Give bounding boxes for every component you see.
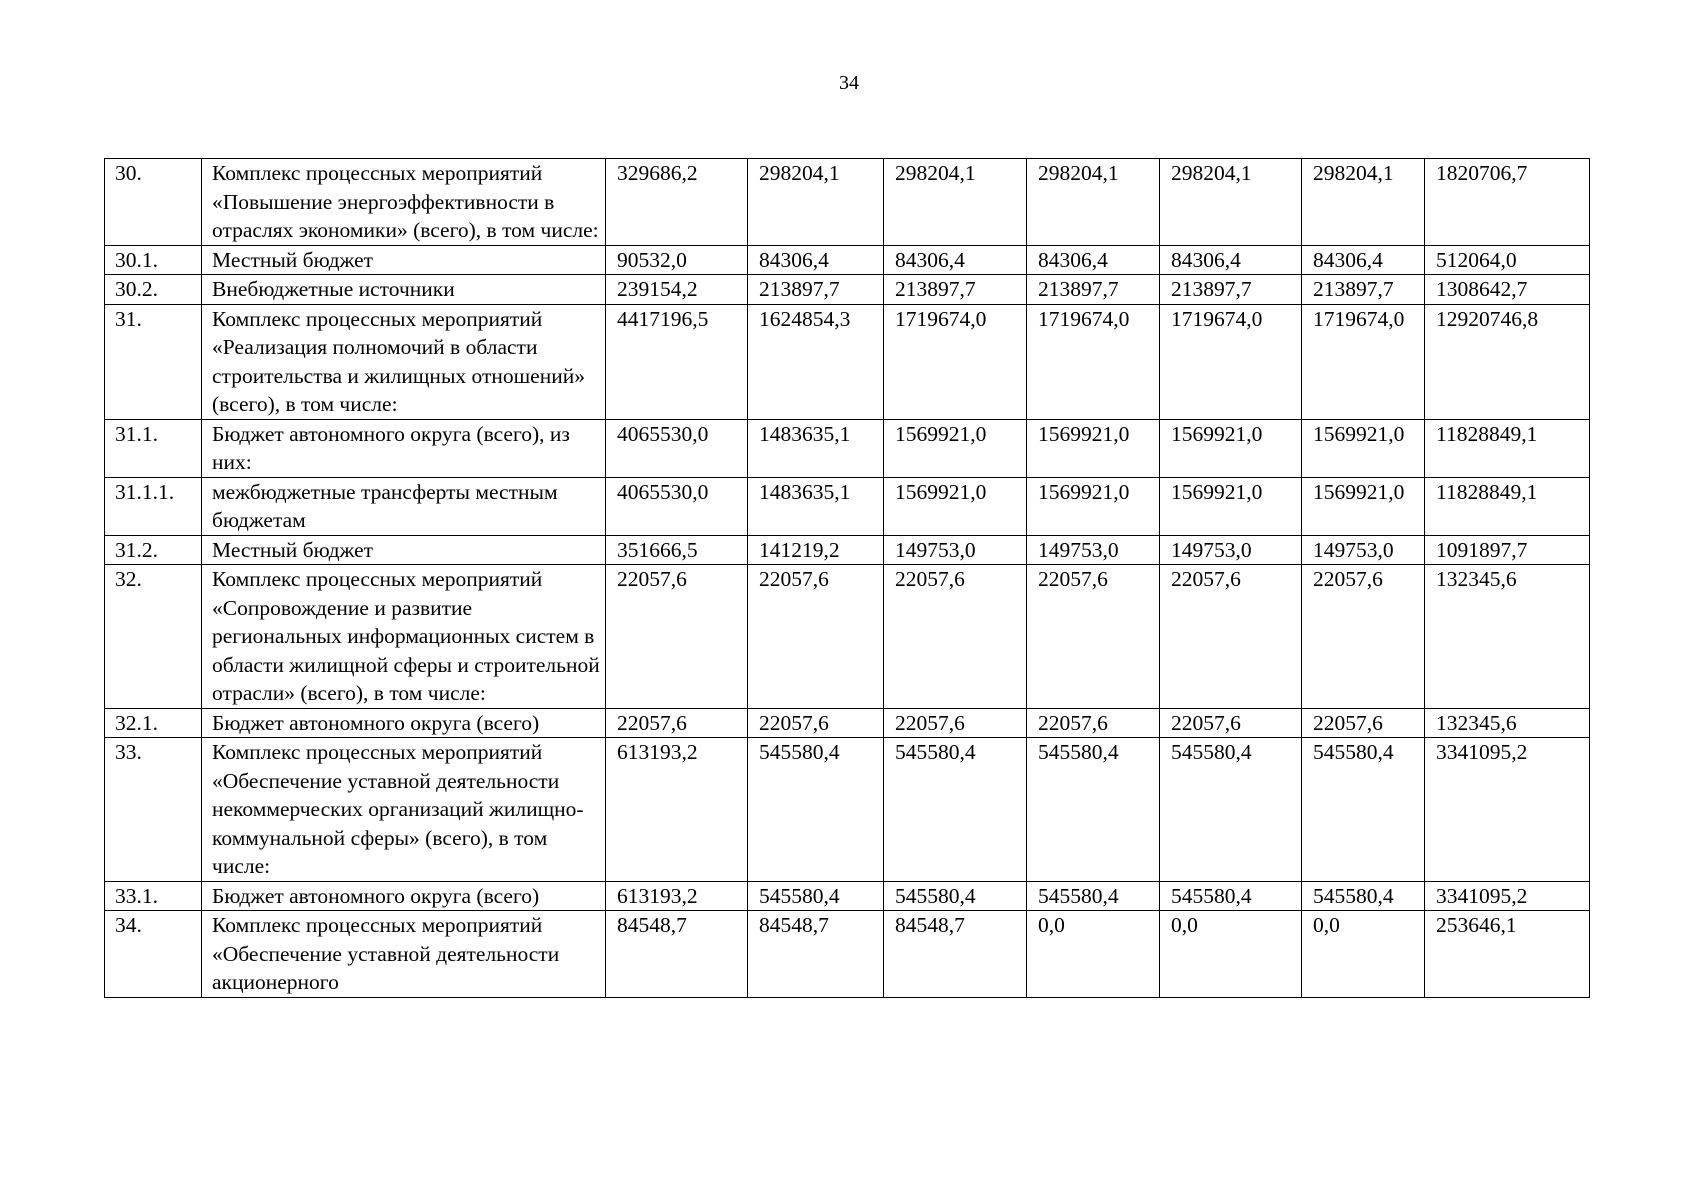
year-value-cell: 213897,7 <box>884 275 1027 305</box>
year-value-cell: 84306,4 <box>1302 245 1425 275</box>
year-value-cell: 22057,6 <box>1160 565 1302 709</box>
year-value-cell: 1569921,0 <box>1302 477 1425 535</box>
row-name-cell: Бюджет автономного округа (всего) <box>202 881 606 911</box>
total-value-cell: 3341095,2 <box>1425 738 1590 882</box>
total-value-cell: 1091897,7 <box>1425 535 1590 565</box>
year-value-cell: 298204,1 <box>748 159 884 246</box>
year-value-cell: 1719674,0 <box>1160 304 1302 419</box>
row-name-cell: межбюджетные трансферты местным бюджетам <box>202 477 606 535</box>
row-number-cell: 34. <box>105 911 202 998</box>
year-value-cell: 0,0 <box>1027 911 1160 998</box>
year-value-cell: 22057,6 <box>884 565 1027 709</box>
year-value-cell: 1624854,3 <box>748 304 884 419</box>
year-value-cell: 22057,6 <box>606 565 748 709</box>
row-number-cell: 33.1. <box>105 881 202 911</box>
table-row <box>105 304 1590 419</box>
year-value-cell: 1483635,1 <box>748 419 884 477</box>
table-row <box>105 881 1590 911</box>
year-value-cell: 1719674,0 <box>1302 304 1425 419</box>
year-value-cell: 1569921,0 <box>884 419 1027 477</box>
row-name-cell: Комплекс процессных мероприятий «Реализация полномочий в области строительства и жилищных отношений» (всего), в том числе: <box>202 304 606 419</box>
year-value-cell: 1569921,0 <box>884 477 1027 535</box>
year-value-cell: 22057,6 <box>748 565 884 709</box>
year-value-cell: 298204,1 <box>1302 159 1425 246</box>
year-value-cell: 1569921,0 <box>1027 477 1160 535</box>
year-value-cell: 84306,4 <box>1160 245 1302 275</box>
year-value-cell: 22057,6 <box>1027 565 1160 709</box>
row-number-cell: 30.1. <box>105 245 202 275</box>
year-value-cell: 329686,2 <box>606 159 748 246</box>
year-value-cell: 22057,6 <box>1027 708 1160 738</box>
year-value-cell: 545580,4 <box>748 881 884 911</box>
total-value-cell: 512064,0 <box>1425 245 1590 275</box>
year-value-cell: 149753,0 <box>1160 535 1302 565</box>
year-value-cell: 84306,4 <box>748 245 884 275</box>
table-row <box>105 159 1590 246</box>
row-name-cell: Местный бюджет <box>202 245 606 275</box>
year-value-cell: 149753,0 <box>884 535 1027 565</box>
year-value-cell: 213897,7 <box>1160 275 1302 305</box>
year-value-cell: 1483635,1 <box>748 477 884 535</box>
year-value-cell: 239154,2 <box>606 275 748 305</box>
year-value-cell: 545580,4 <box>748 738 884 882</box>
row-name-cell: Комплекс процессных мероприятий «Обеспечение уставной деятельности акционерного <box>202 911 606 998</box>
table-body <box>105 159 1590 998</box>
row-number-cell: 33. <box>105 738 202 882</box>
year-value-cell: 0,0 <box>1160 911 1302 998</box>
year-value-cell: 298204,1 <box>884 159 1027 246</box>
year-value-cell: 1569921,0 <box>1302 419 1425 477</box>
total-value-cell: 253646,1 <box>1425 911 1590 998</box>
year-value-cell: 1719674,0 <box>884 304 1027 419</box>
year-value-cell: 545580,4 <box>1302 738 1425 882</box>
year-value-cell: 545580,4 <box>884 881 1027 911</box>
table-row <box>105 245 1590 275</box>
year-value-cell: 1569921,0 <box>1160 477 1302 535</box>
total-value-cell: 3341095,2 <box>1425 881 1590 911</box>
budget-table <box>104 158 1590 998</box>
row-number-cell: 31.1. <box>105 419 202 477</box>
row-name-cell: Местный бюджет <box>202 535 606 565</box>
year-value-cell: 141219,2 <box>748 535 884 565</box>
year-value-cell: 545580,4 <box>1027 738 1160 882</box>
table-row <box>105 911 1590 998</box>
year-value-cell: 149753,0 <box>1302 535 1425 565</box>
row-number-cell: 30. <box>105 159 202 246</box>
year-value-cell: 298204,1 <box>1160 159 1302 246</box>
year-value-cell: 0,0 <box>1302 911 1425 998</box>
year-value-cell: 4065530,0 <box>606 477 748 535</box>
year-value-cell: 213897,7 <box>748 275 884 305</box>
row-name-cell: Комплекс процессных мероприятий «Повышение энергоэффективности в отраслях экономики» (всего), в том числе: <box>202 159 606 246</box>
year-value-cell: 84548,7 <box>748 911 884 998</box>
year-value-cell: 149753,0 <box>1027 535 1160 565</box>
page-number: 34 <box>839 72 859 94</box>
total-value-cell: 132345,6 <box>1425 708 1590 738</box>
row-name-cell: Бюджет автономного округа (всего), из них: <box>202 419 606 477</box>
row-name-cell: Комплекс процессных мероприятий «Сопровождение и развитие региональных информационных систем в области жилищной сферы и строительной отрасли» (всего), в том числе: <box>202 565 606 709</box>
year-value-cell: 84306,4 <box>884 245 1027 275</box>
year-value-cell: 84306,4 <box>1027 245 1160 275</box>
year-value-cell: 213897,7 <box>1302 275 1425 305</box>
row-number-cell: 31.1.1. <box>105 477 202 535</box>
year-value-cell: 4065530,0 <box>606 419 748 477</box>
table-row <box>105 565 1590 709</box>
table-row <box>105 477 1590 535</box>
table-row <box>105 535 1590 565</box>
year-value-cell: 22057,6 <box>606 708 748 738</box>
row-number-cell: 31. <box>105 304 202 419</box>
year-value-cell: 545580,4 <box>1302 881 1425 911</box>
table-row <box>105 708 1590 738</box>
total-value-cell: 11828849,1 <box>1425 477 1590 535</box>
total-value-cell: 11828849,1 <box>1425 419 1590 477</box>
year-value-cell: 545580,4 <box>1027 881 1160 911</box>
year-value-cell: 84548,7 <box>884 911 1027 998</box>
year-value-cell: 90532,0 <box>606 245 748 275</box>
year-value-cell: 84548,7 <box>606 911 748 998</box>
row-name-cell: Комплекс процессных мероприятий «Обеспечение уставной деятельности некоммерческих организаций жилищно-коммунальной сферы» (всего), в том числе: <box>202 738 606 882</box>
year-value-cell: 613193,2 <box>606 881 748 911</box>
year-value-cell: 613193,2 <box>606 738 748 882</box>
row-number-cell: 32. <box>105 565 202 709</box>
table-row <box>105 419 1590 477</box>
year-value-cell: 22057,6 <box>884 708 1027 738</box>
year-value-cell: 545580,4 <box>884 738 1027 882</box>
year-value-cell: 545580,4 <box>1160 738 1302 882</box>
year-value-cell: 22057,6 <box>1302 708 1425 738</box>
year-value-cell: 545580,4 <box>1160 881 1302 911</box>
total-value-cell: 1820706,7 <box>1425 159 1590 246</box>
year-value-cell: 1719674,0 <box>1027 304 1160 419</box>
total-value-cell: 12920746,8 <box>1425 304 1590 419</box>
year-value-cell: 22057,6 <box>748 708 884 738</box>
row-number-cell: 31.2. <box>105 535 202 565</box>
year-value-cell: 351666,5 <box>606 535 748 565</box>
year-value-cell: 1569921,0 <box>1027 419 1160 477</box>
row-number-cell: 30.2. <box>105 275 202 305</box>
year-value-cell: 1569921,0 <box>1160 419 1302 477</box>
table-row <box>105 738 1590 882</box>
year-value-cell: 4417196,5 <box>606 304 748 419</box>
year-value-cell: 213897,7 <box>1027 275 1160 305</box>
row-number-cell: 32.1. <box>105 708 202 738</box>
total-value-cell: 1308642,7 <box>1425 275 1590 305</box>
year-value-cell: 22057,6 <box>1302 565 1425 709</box>
row-name-cell: Бюджет автономного округа (всего) <box>202 708 606 738</box>
year-value-cell: 298204,1 <box>1027 159 1160 246</box>
table-row <box>105 275 1590 305</box>
year-value-cell: 22057,6 <box>1160 708 1302 738</box>
row-name-cell: Внебюджетные источники <box>202 275 606 305</box>
total-value-cell: 132345,6 <box>1425 565 1590 709</box>
